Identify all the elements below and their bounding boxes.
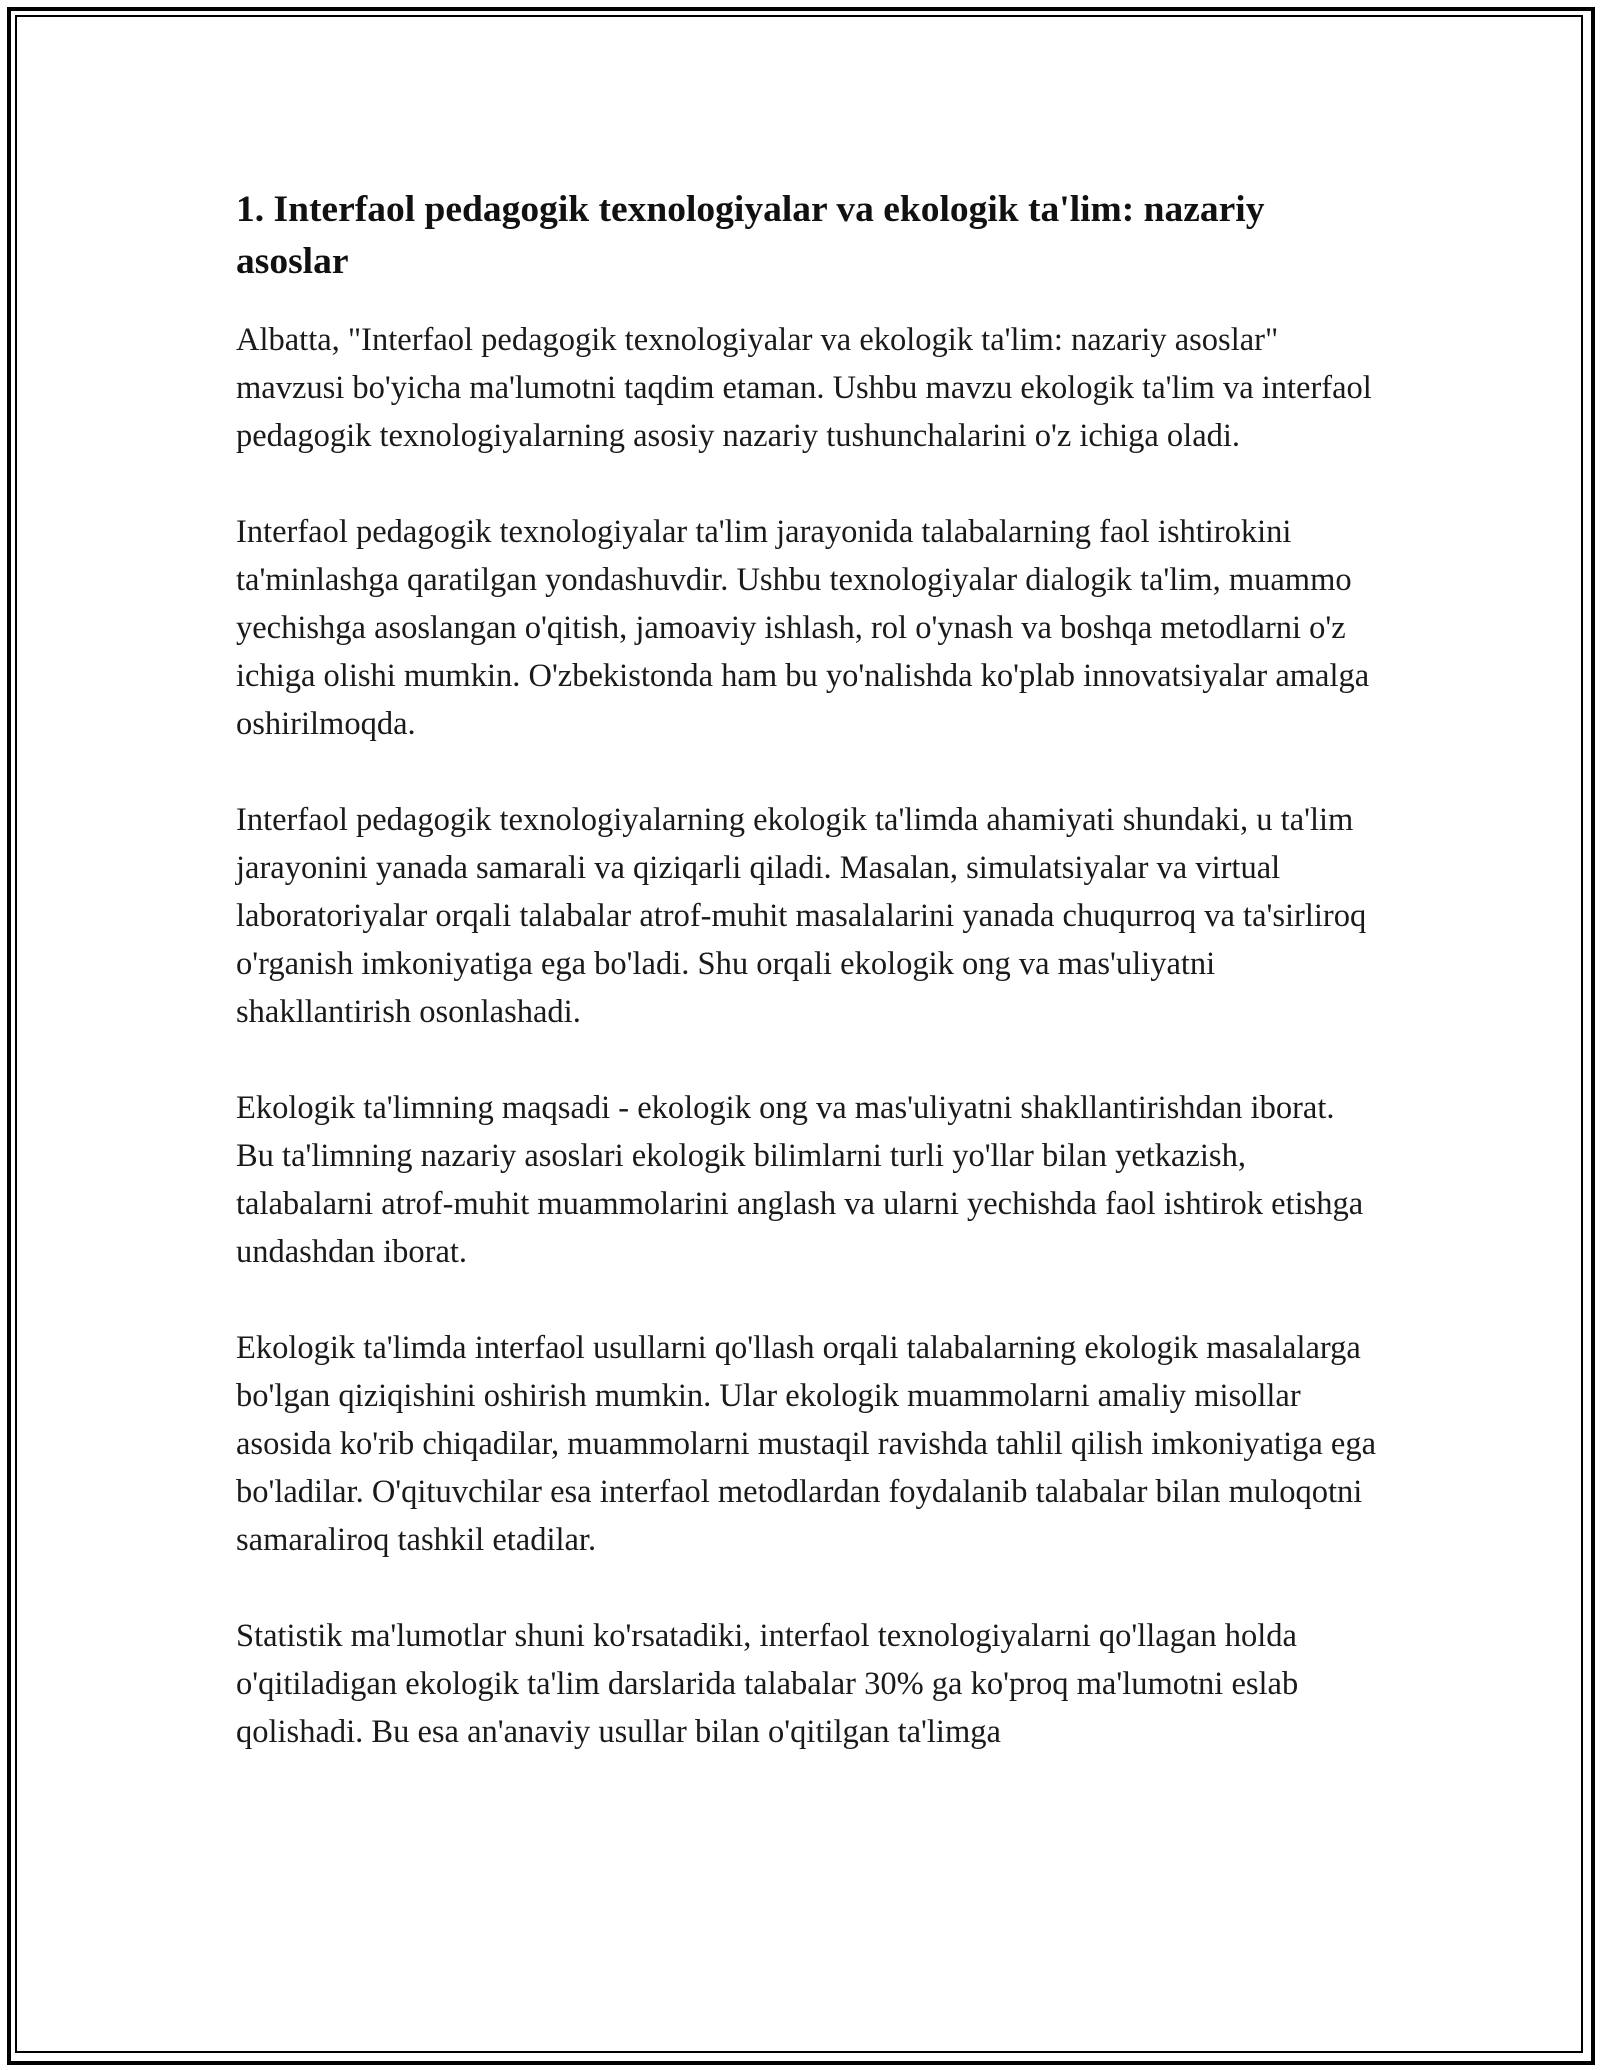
paragraph-interactive-methods: Ekologik ta'limda interfaol usullarni qo'llash orqali talabalarning ekologik masalalarga bo'lgan qiziqishini oshirish mumkin. Ular ekologik muammolarni amaliy misollar asosida ko'rib chiqadilar, muammolarni mustaqil ravishda tahlil qilish imkoniyatiga ega bo'ladilar. O'qituvchilar esa interfaol metodlardan foydalanib talabalar bilan muloqotni samaraliroq tashkil etadilar.	[236, 1330, 1377, 1558]
paragraph-importance: Interfaol pedagogik texnologiyalarning ekologik ta'limda ahamiyati shundaki, u ta'lim jarayonini yanada samarali va qiziqarli qiladi. Masalan, simulatsiyalar va virtual laboratoriyalar orqali talabalar atrof-muhit masalalarini yanada chuqurroq va ta'sirliroq o'rganish imkoniyatiga ega bo'ladi. Shu orqali ekologik ong va mas'uliyatni shakllantirish osonlashadi.	[236, 802, 1367, 1030]
document-page	[236, 184, 1376, 1804]
section-title: 1. Interfaol pedagogik texnologiyalar va ekologik ta'lim: nazariy asoslar	[236, 189, 1265, 282]
paragraph-ecological-goal: Ekologik ta'limning maqsadi - ekologik ong va mas'uliyatni shakllantirishdan iborat. Bu ta'limning nazariy asoslari ekologik bilimlarni turli yo'llar bilan yetkazish, talabalarni atrof-muhit muammolarini anglash va ularni yechishda faol ishtirok etishga undashdan iborat.	[236, 1090, 1364, 1270]
paragraph-intro: Albatta, "Interfaol pedagogik texnologiyalar va ekologik ta'lim: nazariy asoslar" mavzusi bo'yicha ma'lumotni taqdim etaman. Ushbu mavzu ekologik ta'lim va interfaol pedagogik texnologiyalarning asosiy nazariy tushunchalarini o'z ichiga oladi.	[236, 322, 1372, 454]
paragraph-statistics: Statistik ma'lumotlar shuni ko'rsatadiki, interfaol texnologiyalarni qo'llagan holda o'qitiladigan ekologik ta'lim darslarida talabalar 30% ga ko'proq ma'lumotni eslab qolishadi. Bu esa an'anaviy usullar bilan o'qitilgan ta'limga	[236, 1618, 1299, 1750]
paragraph-interactive-technologies: Interfaol pedagogik texnologiyalar ta'lim jarayonida talabalarning faol ishtirokini ta'minlashga qaratilgan yondashuvdir. Ushbu texnologiyalar dialogik ta'lim, muammo yechishga asoslangan o'qitish, jamoaviy ishlash, rol o'ynash va boshqa metodlarni o'z ichiga olishi mumkin. O'zbekistonda ham bu yo'nalishda ko'plab innovatsiyalar amalga oshirilmoqda.	[236, 514, 1370, 742]
